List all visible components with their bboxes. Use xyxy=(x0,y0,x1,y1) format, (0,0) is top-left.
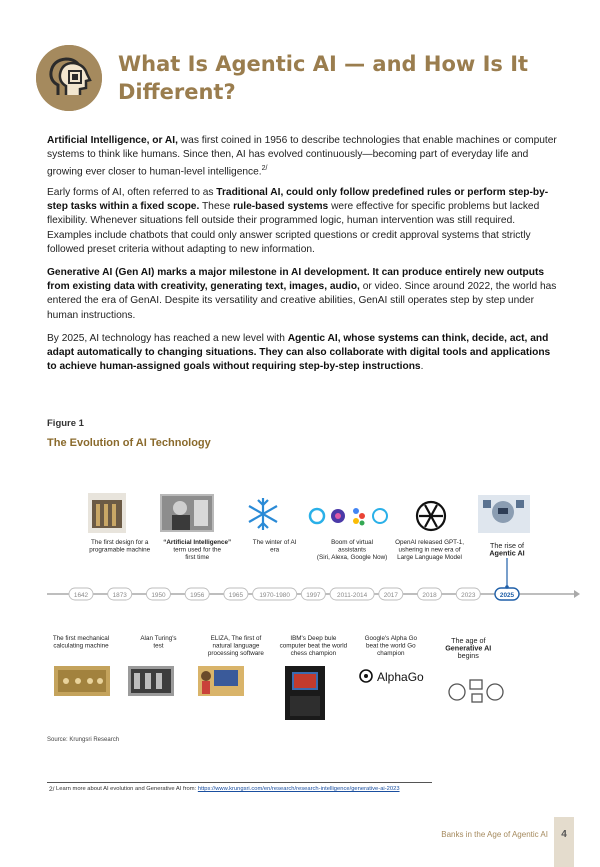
footnote-text: Learn more about AI evolution and Generative AI from: xyxy=(56,786,198,792)
event-text: Google's Alpha Go xyxy=(364,635,417,642)
timeline-arrow-icon xyxy=(574,590,580,598)
year-label: 1970-1980 xyxy=(259,592,290,599)
event-text: (Siri, Alexa, Google Now) xyxy=(316,554,388,562)
ai-head-icon xyxy=(36,45,102,111)
text-run: . xyxy=(420,361,424,373)
event-text: chess champion xyxy=(290,650,337,658)
alphago-logo xyxy=(360,670,424,684)
event-text: Agentic AI xyxy=(489,548,525,558)
ai-robot-image xyxy=(478,495,530,533)
difference-engine-image xyxy=(88,493,126,533)
event-text: programable machine xyxy=(89,546,151,554)
mechanical-calculator-image xyxy=(54,666,110,696)
event-text: term used for the xyxy=(173,546,221,554)
page-title xyxy=(118,50,558,106)
event-text: era xyxy=(270,546,280,554)
eliza-computer-image xyxy=(198,666,244,696)
event-text: natural language xyxy=(212,642,260,650)
event-text: IBM's Deep bule xyxy=(290,635,337,642)
highlight-dot xyxy=(505,585,509,589)
timeline-chart xyxy=(0,470,600,740)
timeline-figure xyxy=(0,470,600,740)
event-text: Boom of virtual xyxy=(331,539,374,546)
text-run: Generative AI (Gen AI) marks a major milestone in AI development. It can produce entirely new outputs from existing data with creativity, generating text, images, audio, xyxy=(47,267,545,293)
event-text: “Artificial Intelligence” xyxy=(163,539,232,546)
year-label: 1950 xyxy=(151,592,166,599)
paragraph-4 xyxy=(47,332,557,375)
year-label: 1642 xyxy=(73,592,89,599)
event-text: beat the world Go xyxy=(365,642,416,650)
footnote xyxy=(49,786,400,793)
figure-source: Source: Krungsri Research xyxy=(47,737,120,743)
year-label: 1873 xyxy=(112,592,127,599)
year-label: 1997 xyxy=(306,592,321,599)
alphago-logo-text: AlphaGo xyxy=(377,670,424,684)
virtual-assistants-icons xyxy=(310,508,387,526)
event-text: The winter of AI xyxy=(252,539,297,546)
event-text: processing software xyxy=(207,650,264,658)
text-run: 2/ xyxy=(261,165,268,173)
text-run: Traditional AI, could only follow predefined rules or perform step-by-step tasks within a fixed scope. xyxy=(47,187,549,213)
text-run: By 2025, AI technology has reached a new level with xyxy=(47,333,288,344)
openai-logo-icon xyxy=(417,502,445,530)
event-text: The rise of xyxy=(490,541,524,550)
footnote-divider xyxy=(47,782,432,783)
event-text: first time xyxy=(185,554,210,562)
text-run: was first coined in 1956 to describe technologies that enable machines or computer systems to think like humans. Since then, AI has evolved continuously—becoming part of everyday life and growing ever closer to human-level intelligence. xyxy=(47,135,557,178)
text-run: These xyxy=(199,201,234,213)
figure-label: Figure 1 xyxy=(47,418,84,429)
year-label: 2025 xyxy=(499,592,515,599)
generative-ai-icons xyxy=(449,680,503,702)
text-run: or video. Since around 2022, the world has entered the era of GenAI. Despite its versatility and creative abilities, GenAI still operates step by step under human instructions. xyxy=(47,281,557,321)
text-run: were effective for specific problems but lacked flexibility. Whenever situations fell outside their programmed logic, human intervention was still required. Examples include chatbots that could only answer scripted questions or credit approval systems that strictly followed preset criteria without adapting to new information. xyxy=(47,201,540,255)
text-run: Early forms of AI, often referred to as xyxy=(47,187,217,198)
photo-scientist-image xyxy=(160,494,214,532)
event-text: computer beat the world xyxy=(279,642,348,650)
event-text: champion xyxy=(377,650,405,658)
footnote-link[interactable]: https://www.krungsri.com/en/research/research-intelligence/generative-ai-2023 xyxy=(197,786,400,792)
text-run: Agentic AI, whose systems can think, decide, act, and adapt automatically to changing situations. They can also collaborate with digital tools and applications to achieve human-assigned goals without requiring step-by-step instructions xyxy=(47,333,551,373)
deep-blue-image xyxy=(285,666,325,720)
text-run: rule-based systems xyxy=(233,201,329,213)
figure-title: The Evolution of AI Technology xyxy=(47,437,211,449)
event-text: OpenAI released GPT-1, xyxy=(395,539,465,546)
event-text: The first mechanical xyxy=(52,635,110,642)
year-label: 1965 xyxy=(228,592,244,599)
page-title-line-2: Different? xyxy=(118,80,236,104)
year-label: 2023 xyxy=(461,592,476,599)
year-label: 1956 xyxy=(190,592,205,599)
event-text: assistants xyxy=(338,546,367,554)
event-text: calculating machine xyxy=(53,642,109,650)
event-text: ELIZA, The first of xyxy=(210,635,262,642)
snowflake-icon xyxy=(249,498,277,530)
footnote-mark: 2/ xyxy=(49,786,55,793)
paragraph-3 xyxy=(47,266,557,323)
footer-title: Banks in the Age of Agentic AI xyxy=(441,830,548,839)
turing-test-image xyxy=(128,666,174,696)
event-text: The first design for a xyxy=(91,539,149,546)
event-text: Alan Turing's xyxy=(140,635,177,642)
year-label: 2018 xyxy=(422,592,437,599)
year-label: 2017 xyxy=(383,592,398,599)
event-text: test xyxy=(153,642,164,650)
event-text: Large Language Model xyxy=(397,554,462,562)
page-title-line-1: What Is Agentic AI — and How Is It xyxy=(118,52,529,76)
event-text: Generative AI xyxy=(445,643,492,653)
page-number: 4 xyxy=(554,817,574,867)
paragraph-2 xyxy=(47,186,557,257)
event-text: ushering in new era of xyxy=(398,546,461,554)
event-text: begins xyxy=(457,651,479,661)
event-text: The age of xyxy=(451,636,486,645)
year-label: 2011-2014 xyxy=(337,592,368,599)
text-run: Artificial Intelligence, or AI, xyxy=(47,135,178,146)
paragraph-1 xyxy=(47,134,557,180)
